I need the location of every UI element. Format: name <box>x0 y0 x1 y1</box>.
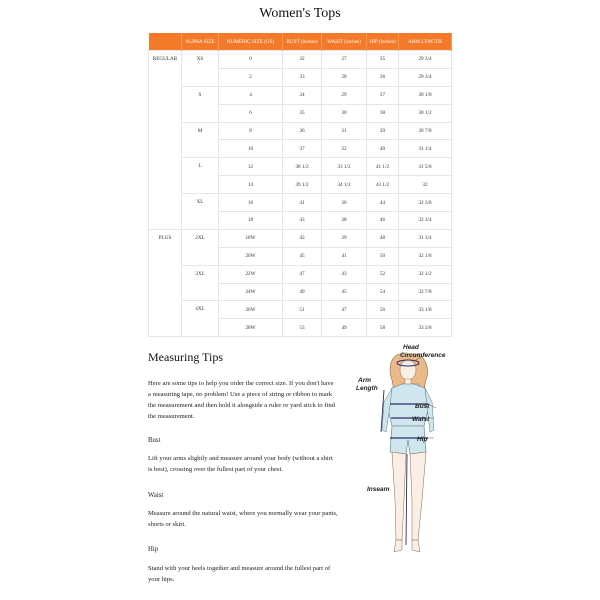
column-header: NUMERIC SIZE (US) <box>219 33 283 51</box>
table-header-row <box>149 33 452 51</box>
table-cell: 32 3/8 <box>399 194 452 212</box>
table-cell: 18W <box>219 229 283 247</box>
alpha-size-cell: XL <box>182 194 219 230</box>
table-cell: 41 1/2 <box>367 158 399 176</box>
table-cell: 39 <box>322 229 367 247</box>
table-row <box>149 265 452 283</box>
table-cell: 31 5/8 <box>399 158 452 176</box>
feet <box>394 540 420 552</box>
alpha-size-cell: 2XL <box>182 229 219 265</box>
alpha-size-cell: XS <box>182 51 219 87</box>
table-cell: 43 <box>283 229 322 247</box>
table-cell: 32 7/8 <box>399 283 452 301</box>
alpha-size-cell: 3XL <box>182 265 219 301</box>
table-cell: 47 <box>283 265 322 283</box>
column-header: WAIST (inches) <box>322 33 367 51</box>
label-waist: Waist <box>412 416 430 423</box>
table-cell: 47 <box>322 301 367 319</box>
table-cell: 48 <box>367 229 399 247</box>
table-cell: 28W <box>219 319 283 337</box>
table-cell: 39 1/2 <box>283 176 322 194</box>
size-chart-table <box>148 33 452 337</box>
table-cell: 32 1/2 <box>399 265 452 283</box>
table-cell: 44 <box>367 194 399 212</box>
table-cell: 36 <box>283 122 322 140</box>
table-cell: 30 1/8 <box>399 86 452 104</box>
table-cell: 39 <box>367 122 399 140</box>
woman-figure-illustration <box>350 340 460 570</box>
table-cell: 53 <box>283 319 322 337</box>
table-cell: 6 <box>219 104 283 122</box>
table-row <box>149 301 452 319</box>
table-row <box>149 86 452 104</box>
table-cell: 31 <box>322 122 367 140</box>
table-cell: 38 1/2 <box>283 158 322 176</box>
table-cell: 36 <box>322 194 367 212</box>
bust-description: Lift your arms slightly and measure around your body (without a shirt is best), crossing over the fullest part of your chest. <box>148 455 333 473</box>
alpha-size-cell: 4XL <box>182 301 219 337</box>
table-cell: 18 <box>219 212 283 230</box>
table-cell: 41 <box>322 247 367 265</box>
table-cell: 16 <box>219 194 283 212</box>
table-cell: 45 <box>283 247 322 265</box>
table-cell: 30 1/2 <box>399 104 452 122</box>
bust-title: Bust <box>148 437 161 444</box>
table-cell: 49 <box>283 283 322 301</box>
table-cell: 37 <box>367 86 399 104</box>
alpha-size-cell: L <box>182 158 219 194</box>
label-head: Head <box>403 344 419 351</box>
table-cell: 36 <box>367 68 399 86</box>
table-cell: 33 1/2 <box>322 158 367 176</box>
table-cell: 32 1/8 <box>399 247 452 265</box>
table-cell: 37 <box>283 140 322 158</box>
table-cell: 8 <box>219 122 283 140</box>
table-cell: 41 <box>283 194 322 212</box>
table-cell: 29 3/4 <box>399 51 452 69</box>
table-cell: 22W <box>219 265 283 283</box>
category-cell: PLUS <box>149 229 182 336</box>
table-cell: 54 <box>367 283 399 301</box>
table-cell: 34 <box>283 86 322 104</box>
category-cell: REGULAR <box>149 51 182 230</box>
label-bust: Bust <box>415 403 430 410</box>
hip-title: Hip <box>148 546 159 553</box>
table-cell: 46 <box>367 212 399 230</box>
table-cell: 38 <box>367 104 399 122</box>
label-hip: Hip <box>417 436 428 443</box>
alpha-size-cell: S <box>182 86 219 122</box>
table-cell: 56 <box>367 301 399 319</box>
alpha-size-cell: M <box>182 122 219 158</box>
table-cell: 33 3/8 <box>399 319 452 337</box>
table-row <box>149 51 452 69</box>
measurement-figure <box>350 340 460 570</box>
label-circumference: Circumference <box>400 352 446 359</box>
table-row <box>149 158 452 176</box>
waist-description: Measure around the natural waist, where you normally wear your pants, shorts or skirt. <box>148 510 338 528</box>
table-cell: 58 <box>367 319 399 337</box>
table-cell: 51 <box>283 301 322 319</box>
face <box>400 360 416 380</box>
table-cell: 2 <box>219 68 283 86</box>
table-row <box>149 122 452 140</box>
table-cell: 29 <box>322 86 367 104</box>
hip-description: Stand with your heels together and measure around the fullest part of your hips. <box>148 565 331 583</box>
table-cell: 12 <box>219 158 283 176</box>
table-row <box>149 194 452 212</box>
table-body <box>149 51 452 337</box>
measuring-tips-heading: Measuring Tips <box>148 350 224 364</box>
table-cell: 32 <box>399 176 452 194</box>
table-cell: 35 <box>283 104 322 122</box>
column-header: ARM LENGTH <box>399 33 452 51</box>
table-cell: 26W <box>219 301 283 319</box>
table-cell: 43 1/2 <box>367 176 399 194</box>
table-cell: 29 3/4 <box>399 68 452 86</box>
table-cell: 4 <box>219 86 283 104</box>
table-cell: 27 <box>322 51 367 69</box>
table-cell: 33 <box>283 68 322 86</box>
table-cell: 31 1/4 <box>399 140 452 158</box>
table-cell: 43 <box>322 265 367 283</box>
table-cell: 31 3/4 <box>399 229 452 247</box>
column-header: BUST (inches) <box>283 33 322 51</box>
table-cell: 14 <box>219 176 283 194</box>
table-cell: 20W <box>219 247 283 265</box>
table-cell: 38 <box>322 212 367 230</box>
table-cell: 40 <box>367 140 399 158</box>
table-cell: 10 <box>219 140 283 158</box>
waist-title: Waist <box>148 492 164 499</box>
table-cell: 28 <box>322 68 367 86</box>
label-inseam: Inseam <box>367 486 390 493</box>
table-cell: 32 3/4 <box>399 212 452 230</box>
table-cell: 0 <box>219 51 283 69</box>
table-cell: 33 1/8 <box>399 301 452 319</box>
table-cell: 45 <box>322 283 367 301</box>
column-header: ALPHA SIZE <box>182 33 219 51</box>
table-cell: 49 <box>322 319 367 337</box>
column-header: HIP (inches) <box>367 33 399 51</box>
page-title: Women's Tops <box>259 6 341 21</box>
label-length: Length <box>356 385 378 392</box>
table-row <box>149 229 452 247</box>
table-cell: 32 <box>322 140 367 158</box>
table-cell: 24W <box>219 283 283 301</box>
table-cell: 50 <box>367 247 399 265</box>
table-cell: 32 <box>283 51 322 69</box>
table-cell: 43 <box>283 212 322 230</box>
measuring-tips-intro: Here are some tips to help you order the correct size. If you don't have a measuring tape, no problem! Use a piece of string or ribbon to mark the measurement and then hold it alongside a ruler or yard stick to find the measurement. <box>148 380 335 420</box>
table-cell: 30 7/8 <box>399 122 452 140</box>
table-cell: 34 1/2 <box>322 176 367 194</box>
table-cell: 35 <box>367 51 399 69</box>
column-header <box>149 33 182 51</box>
inseam-tape <box>406 454 407 545</box>
label-arm: Arm <box>358 377 372 384</box>
legs <box>392 452 426 540</box>
table-cell: 30 <box>322 104 367 122</box>
table-cell: 52 <box>367 265 399 283</box>
